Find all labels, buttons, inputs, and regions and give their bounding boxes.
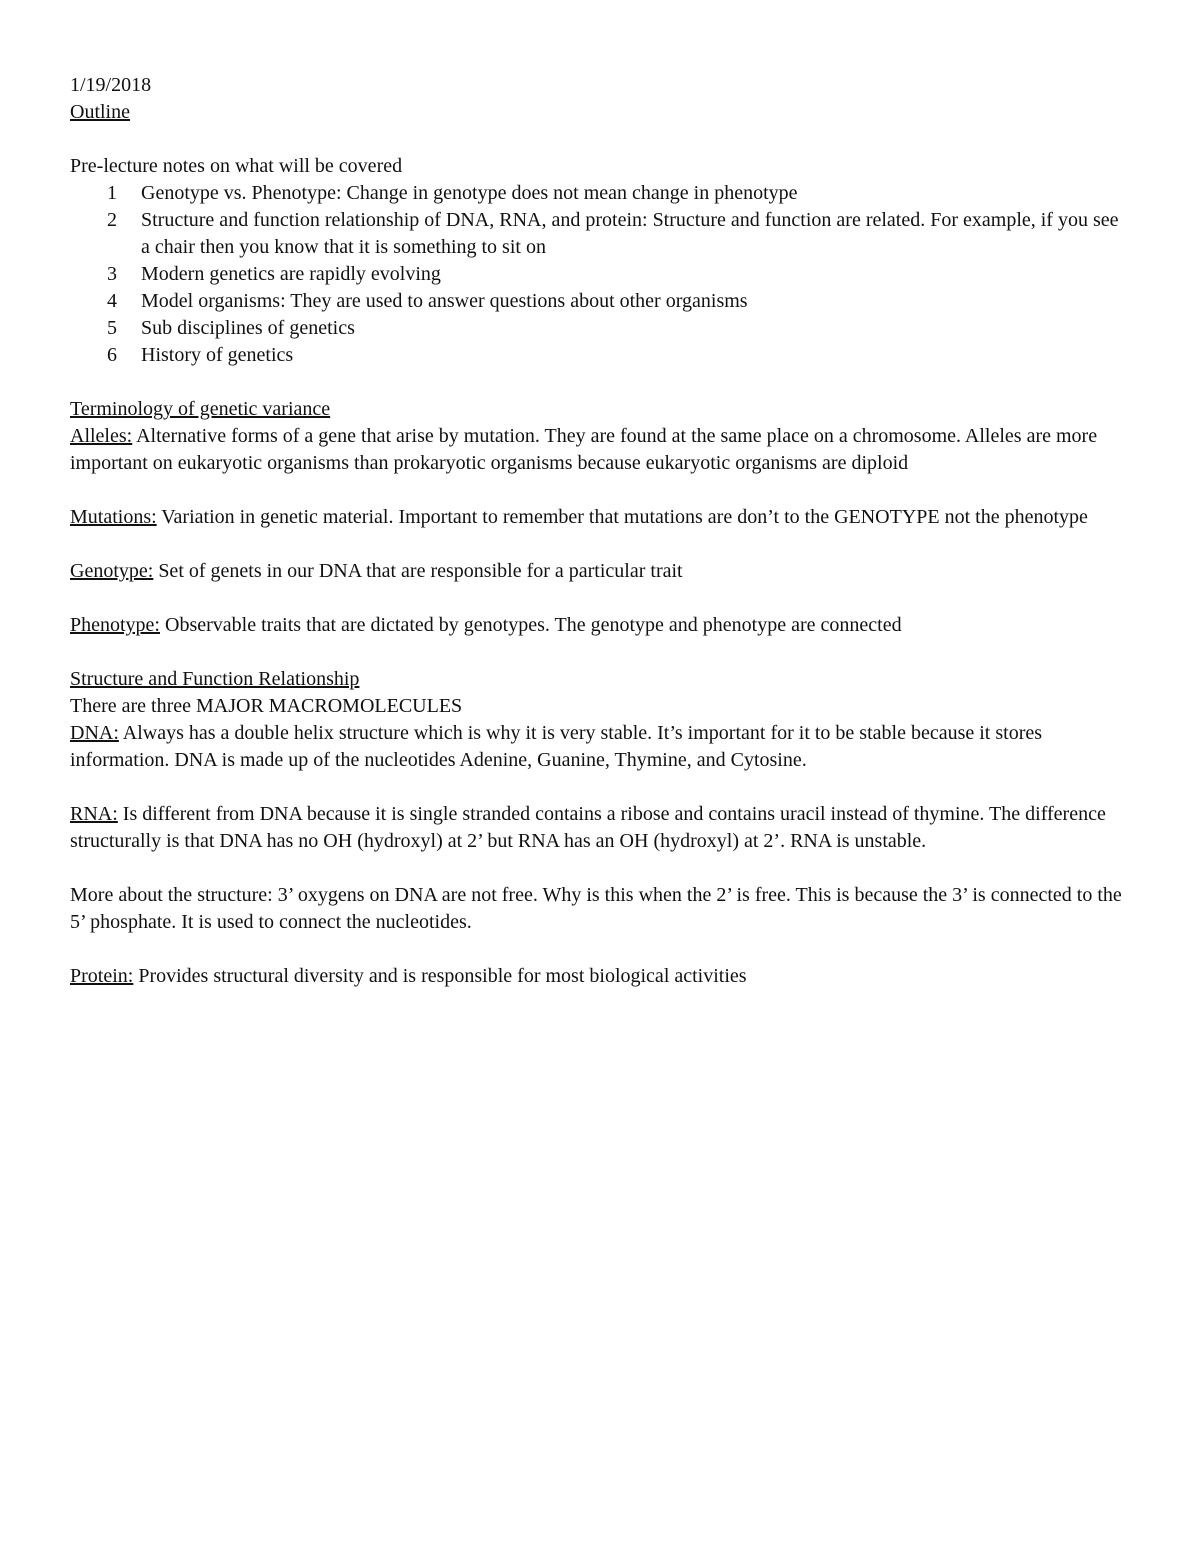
outline-list [70,180,1130,369]
list-text: Structure and function relationship of DNA, RNA, and protein: Structure and function are related. For example, if you see a chair then you know that it is something to sit on [141,209,1119,258]
spacer [70,855,1130,882]
mutations-text: Variation in genetic material. Important to remember that mutations are don’t to the GENOTYPE not the phenotype [156,506,1088,528]
alleles-text: Alternative forms of a gene that arise by mutation. They are found at the same place on a chromosome. Alleles are more important on eukaryotic organisms than prokaryotic organisms because eukaryotic organisms are diploid [70,425,1098,474]
spacer [70,126,1130,153]
list-number: 3 [107,263,117,285]
genotype-term: Genotype: [70,560,154,582]
alleles-term: Alleles: [70,425,133,447]
spacer [70,369,1130,396]
spacer [70,585,1130,612]
outline-heading: Outline [70,101,130,123]
list-text: Modern genetics are rapidly evolving [141,263,441,285]
protein-term: Protein: [70,965,134,987]
phenotype-term: Phenotype: [70,614,160,636]
protein-text: Provides structural diversity and is responsible for most biological activities [133,965,747,987]
phenotype-text: Observable traits that are dictated by genotypes. The genotype and phenotype are connected [160,614,902,636]
list-item [70,261,1130,288]
document-page [70,72,1130,990]
list-text: Model organisms: They are used to answer questions about other organisms [141,290,748,312]
list-number: 2 [107,209,117,231]
list-item [70,288,1130,315]
genotype-paragraph [70,558,1130,585]
rna-term: RNA: [70,803,118,825]
outline-intro: Pre-lecture notes on what will be covered [70,155,403,177]
spacer [70,477,1130,504]
list-item [70,180,1130,207]
spacer [70,639,1130,666]
spacer [70,936,1130,963]
genotype-text: Set of genets in our DNA that are responsible for a particular trait [153,560,683,582]
list-item [70,207,1130,261]
rna-text: Is different from DNA because it is single stranded contains a ribose and contains uracil instead of thymine. The difference structurally is that DNA has no OH (hydroxyl) at 2’ but RNA has an OH (hydroxyl) at 2’. RNA is unstable. [70,803,1106,852]
dna-term: DNA: [70,722,119,744]
protein-paragraph [70,963,1130,990]
list-number: 1 [107,182,117,204]
list-number: 4 [107,290,117,312]
date: 1/19/2018 [70,74,152,96]
list-item [70,342,1130,369]
dna-paragraph [70,720,1130,774]
list-text: Genotype vs. Phenotype: Change in genotype does not mean change in phenotype [141,182,798,204]
mutations-paragraph [70,504,1130,531]
list-item [70,315,1130,342]
mutations-term: Mutations: [70,506,157,528]
spacer [70,531,1130,558]
structure-more-paragraph: More about the structure: 3’ oxygens on DNA are not free. Why is this when the 2’ is free. This is because the 3’ is connected to the 5’ phosphate. It is used to connect the nucleotides. [70,884,1122,933]
list-text: Sub disciplines of genetics [141,317,355,339]
structure-heading: Structure and Function Relationship [70,668,360,690]
list-text: History of genetics [141,344,294,366]
alleles-paragraph [70,423,1130,477]
spacer [70,774,1130,801]
structure-intro: There are three MAJOR MACROMOLECULES [70,695,463,717]
dna-text: Always has a double helix structure which is why it is very stable. It’s important for it to be stable because it stores information. DNA is made up of the nucleotides Adenine, Guanine, Thymine, and Cytosine. [70,722,1043,771]
list-number: 5 [107,317,117,339]
rna-paragraph [70,801,1130,855]
phenotype-paragraph [70,612,1130,639]
list-number: 6 [107,344,117,366]
terminology-heading: Terminology of genetic variance [70,398,331,420]
